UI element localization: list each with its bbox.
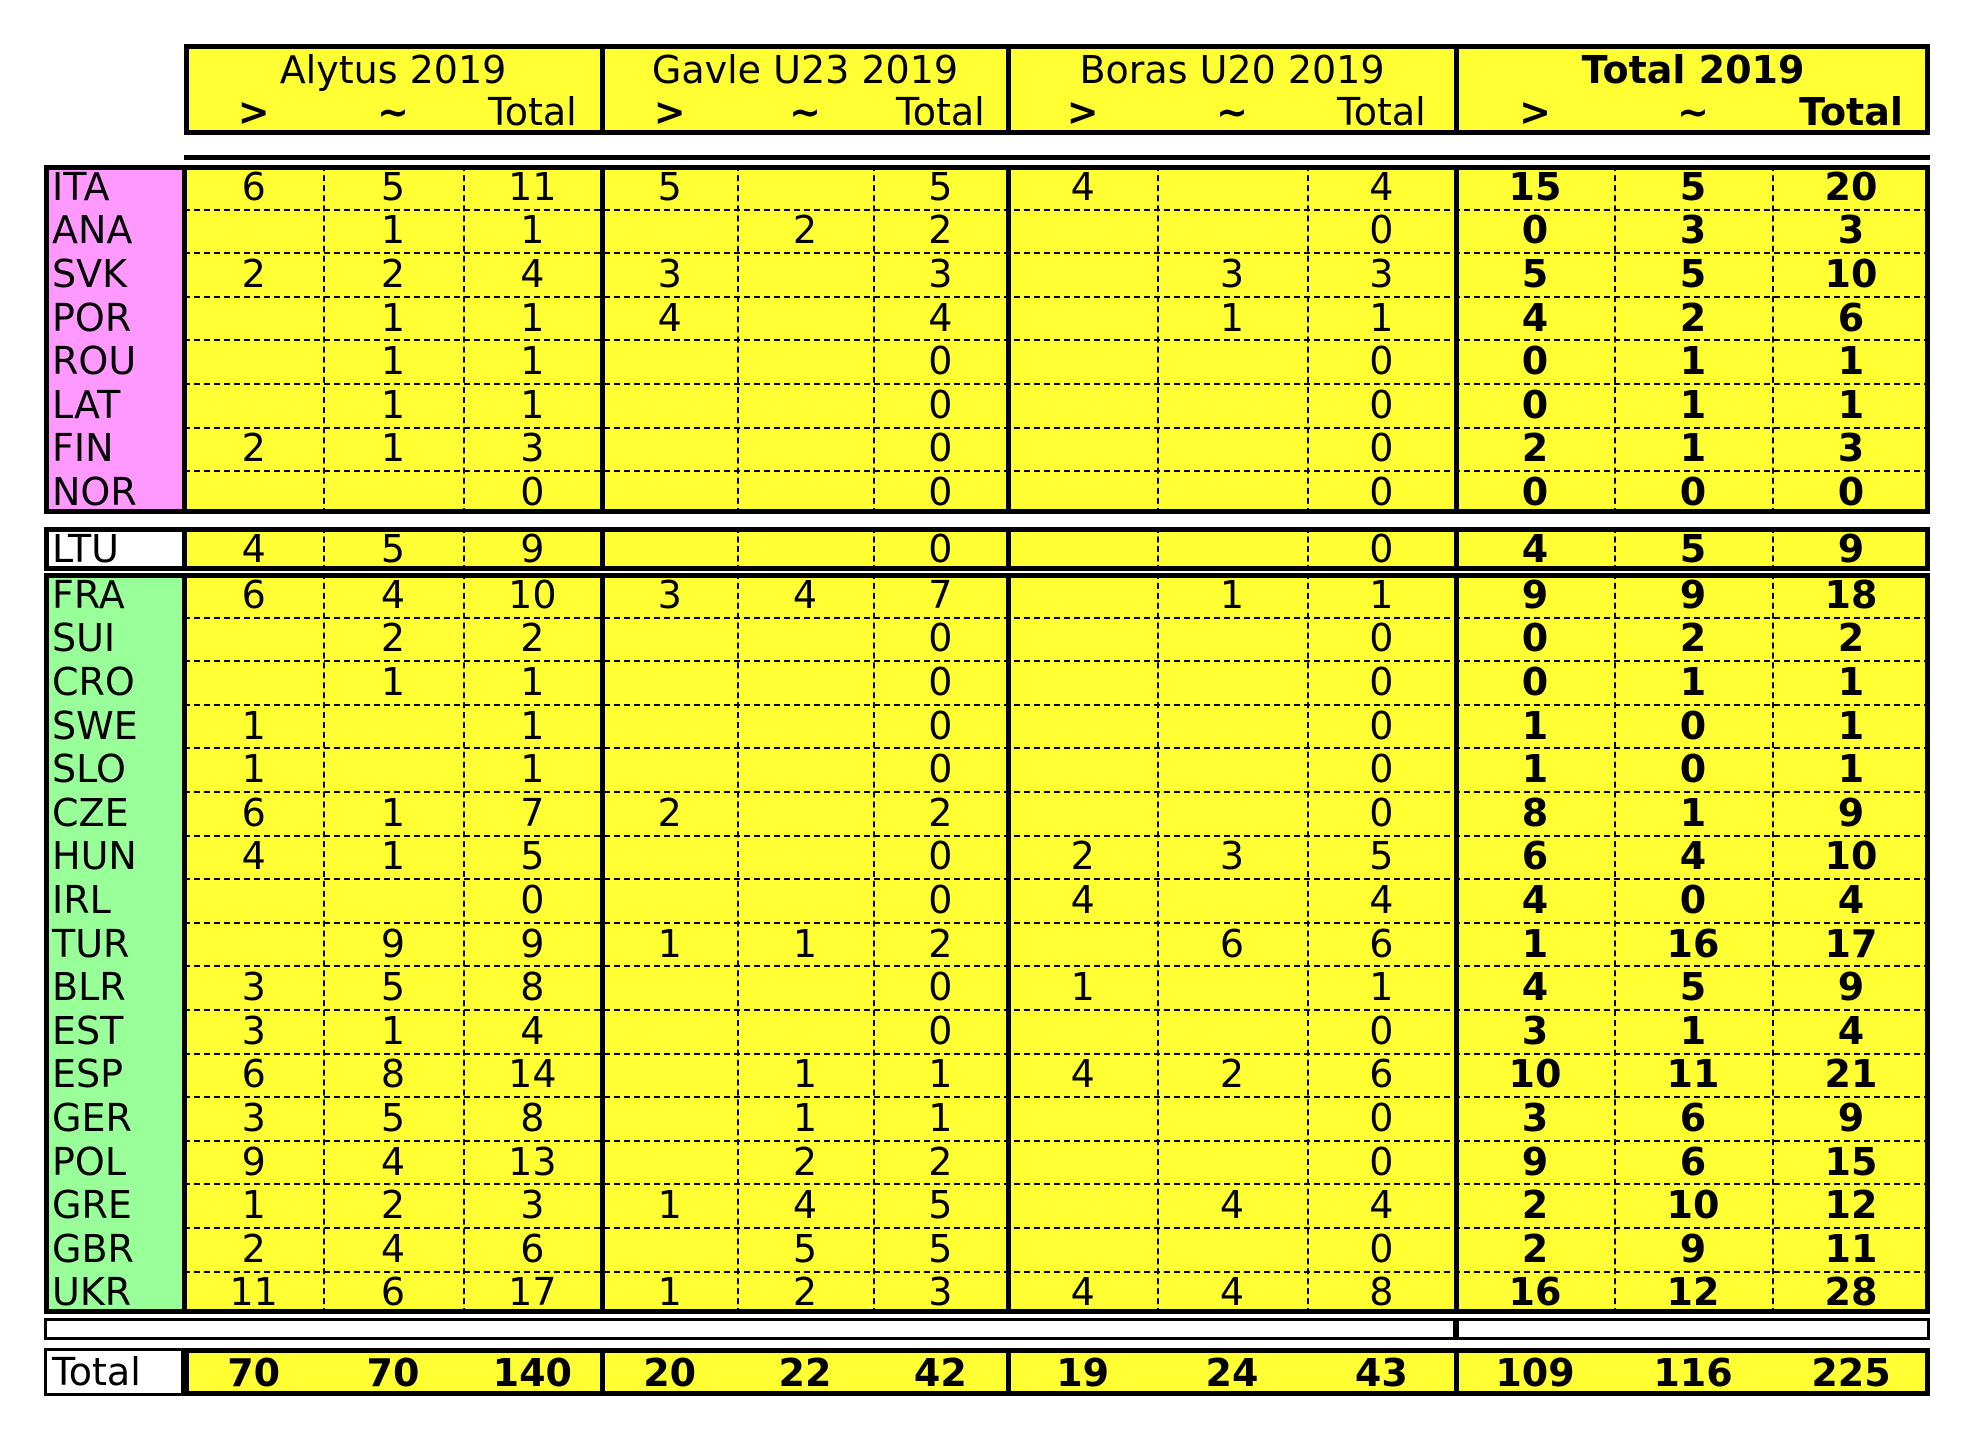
value-cell: 0	[520, 469, 545, 514]
value-cell: 4	[1070, 877, 1095, 922]
value-cell: 1	[1219, 572, 1245, 617]
value-cell: 0	[928, 1008, 953, 1053]
value-cell: 1	[1679, 1008, 1707, 1053]
country-code: FRA	[52, 572, 125, 617]
country-code: POR	[52, 295, 132, 340]
value-cell: 2	[241, 1226, 266, 1271]
value-cell: 4	[928, 295, 953, 340]
value-cell: 1	[657, 1183, 682, 1228]
value-cell: 6	[1521, 834, 1549, 879]
value-cell: 1	[1521, 703, 1549, 748]
country-code: POL	[52, 1139, 126, 1184]
column-header: Total	[895, 90, 985, 134]
value-cell: 3	[241, 965, 266, 1010]
value-cell: 9	[1837, 790, 1865, 835]
value-cell: 1	[1070, 965, 1095, 1010]
country-code: EST	[52, 1008, 124, 1053]
group-title: Total 2019	[1581, 48, 1805, 92]
value-cell: 2	[792, 208, 818, 253]
value-cell: 0	[1369, 1226, 1394, 1271]
value-cell: 0	[1369, 1008, 1394, 1053]
value-cell: 0	[928, 426, 953, 471]
value-cell: 3	[241, 1095, 266, 1140]
value-cell: 1	[1369, 295, 1394, 340]
value-cell: 4	[1219, 1183, 1245, 1228]
value-cell: 1	[520, 382, 545, 427]
value-cell: 9	[520, 921, 545, 966]
value-cell: 1	[380, 339, 406, 384]
value-cell: 3	[241, 1008, 266, 1053]
value-cell: 4	[1837, 1008, 1865, 1053]
value-cell: 1	[380, 1008, 406, 1053]
group-separator	[600, 44, 605, 135]
value-cell: 5	[1521, 251, 1549, 296]
total-value: 22	[778, 1351, 832, 1395]
value-cell: 6	[520, 1226, 545, 1271]
value-cell: 4	[380, 1139, 406, 1184]
value-cell: 6	[1837, 295, 1865, 340]
spacer-band	[44, 1318, 1456, 1340]
value-cell: 0	[928, 659, 953, 704]
group-title: Gavle U23 2019	[651, 48, 959, 92]
value-cell: 14	[508, 1052, 557, 1097]
value-cell: 0	[1369, 208, 1394, 253]
value-cell: 2	[928, 208, 953, 253]
value-cell: 1	[520, 208, 545, 253]
country-code: NOR	[52, 469, 137, 514]
value-cell: 10	[1666, 1183, 1720, 1228]
column-header: ~	[377, 90, 409, 134]
value-cell: 2	[1837, 616, 1865, 661]
value-cell: 1	[1837, 703, 1865, 748]
value-cell: 4	[520, 251, 545, 296]
country-code: LTU	[52, 526, 119, 571]
value-cell: 9	[520, 526, 545, 571]
value-cell: 3	[1219, 251, 1245, 296]
value-cell: 21	[1824, 1052, 1878, 1097]
value-cell: 15	[1824, 1139, 1878, 1184]
group-separator	[1454, 44, 1459, 135]
value-cell: 9	[1837, 526, 1865, 571]
value-cell: 0	[520, 877, 545, 922]
country-code: GRE	[52, 1183, 132, 1228]
section-frame	[44, 573, 1930, 1314]
value-cell: 2	[792, 1139, 818, 1184]
total-value: 225	[1811, 1351, 1891, 1395]
value-cell: 6	[241, 164, 266, 209]
value-cell: 1	[1679, 382, 1707, 427]
value-cell: 5	[928, 164, 953, 209]
value-cell: 9	[1521, 1139, 1549, 1184]
value-cell: 1	[1837, 382, 1865, 427]
value-cell: 5	[380, 965, 406, 1010]
value-cell: 13	[508, 1139, 557, 1184]
value-cell: 3	[520, 1183, 545, 1228]
value-cell: 12	[1824, 1183, 1878, 1228]
value-cell: 3	[657, 572, 682, 617]
value-cell: 5	[1369, 834, 1394, 879]
value-cell: 9	[1837, 1095, 1865, 1140]
group-separator	[600, 1348, 605, 1396]
value-cell: 0	[1369, 426, 1394, 471]
total-value: 109	[1495, 1351, 1575, 1395]
value-cell: 28	[1824, 1270, 1878, 1315]
value-cell: 4	[1521, 295, 1549, 340]
country-code: SWE	[52, 703, 138, 748]
value-cell: 2	[380, 616, 406, 661]
value-cell: 15	[1508, 164, 1562, 209]
value-cell: 1	[1837, 747, 1865, 792]
value-cell: 1	[520, 747, 545, 792]
value-cell: 4	[241, 834, 266, 879]
column-header: >	[653, 90, 686, 134]
value-cell: 16	[1508, 1270, 1562, 1315]
value-cell: 0	[1837, 469, 1865, 514]
value-cell: 10	[1824, 251, 1878, 296]
value-cell: 6	[380, 1270, 406, 1315]
column-header: ~	[789, 90, 821, 134]
value-cell: 0	[1369, 790, 1394, 835]
group-separator	[1006, 1348, 1011, 1396]
value-cell: 1	[792, 1095, 818, 1140]
value-cell: 0	[1369, 382, 1394, 427]
total-value: 70	[227, 1351, 281, 1395]
value-cell: 11	[1666, 1052, 1720, 1097]
value-cell: 11	[229, 1270, 278, 1315]
value-cell: 0	[928, 526, 953, 571]
value-cell: 10	[1508, 1052, 1562, 1097]
country-code: CRO	[52, 659, 135, 704]
country-code: UKR	[52, 1270, 132, 1315]
value-cell: 6	[1219, 921, 1245, 966]
value-cell: 4	[1521, 965, 1549, 1010]
value-cell: 2	[1521, 426, 1549, 471]
value-cell: 1	[928, 1052, 953, 1097]
value-cell: 1	[1521, 921, 1549, 966]
value-cell: 4	[1219, 1270, 1245, 1315]
value-cell: 5	[1679, 251, 1707, 296]
value-cell: 2	[1679, 295, 1707, 340]
value-cell: 1	[380, 382, 406, 427]
value-cell: 8	[1521, 790, 1549, 835]
value-cell: 0	[1679, 747, 1707, 792]
group-separator	[1454, 1348, 1459, 1396]
value-cell: 2	[792, 1270, 818, 1315]
value-cell: 0	[1521, 616, 1549, 661]
value-cell: 1	[241, 747, 266, 792]
value-cell: 0	[1521, 382, 1549, 427]
value-cell: 0	[1679, 703, 1707, 748]
value-cell: 1	[380, 426, 406, 471]
country-code: IRL	[52, 877, 111, 922]
value-cell: 0	[1679, 877, 1707, 922]
value-cell: 0	[928, 834, 953, 879]
total-value: 19	[1056, 1351, 1110, 1395]
country-code: CZE	[52, 790, 129, 835]
value-cell: 2	[1521, 1183, 1549, 1228]
value-cell: 1	[1369, 965, 1394, 1010]
value-cell: 4	[241, 526, 266, 571]
value-cell: 3	[928, 1270, 953, 1315]
country-code: ESP	[52, 1052, 124, 1097]
value-cell: 5	[380, 1095, 406, 1140]
value-cell: 0	[928, 877, 953, 922]
group-separator	[1006, 44, 1011, 135]
value-cell: 0	[928, 339, 953, 384]
value-cell: 1	[1521, 747, 1549, 792]
total-value: 43	[1354, 1351, 1408, 1395]
country-code: LAT	[52, 382, 121, 427]
total-value: 70	[366, 1351, 420, 1395]
name-separator	[182, 527, 187, 571]
value-cell: 1	[520, 659, 545, 704]
total-value: 116	[1653, 1351, 1733, 1395]
value-cell: 2	[657, 790, 682, 835]
value-cell: 0	[928, 965, 953, 1010]
value-cell: 3	[928, 251, 953, 296]
value-cell: 6	[241, 1052, 266, 1097]
value-cell: 2	[1219, 1052, 1245, 1097]
value-cell: 6	[241, 572, 266, 617]
value-cell: 4	[657, 295, 682, 340]
value-cell: 0	[1521, 339, 1549, 384]
value-cell: 2	[520, 616, 545, 661]
value-cell: 10	[1824, 834, 1878, 879]
value-cell: 2	[1070, 834, 1095, 879]
total-value: 20	[643, 1351, 697, 1395]
column-header: >	[237, 90, 270, 134]
value-cell: 1	[241, 703, 266, 748]
value-cell: 0	[1369, 469, 1394, 514]
value-cell: 5	[380, 164, 406, 209]
value-cell: 4	[520, 1008, 545, 1053]
column-header: ~	[1677, 90, 1709, 134]
value-cell: 0	[928, 382, 953, 427]
country-code: SLO	[52, 747, 126, 792]
value-cell: 9	[241, 1139, 266, 1184]
value-cell: 0	[928, 747, 953, 792]
value-cell: 6	[241, 790, 266, 835]
value-cell: 0	[1521, 469, 1549, 514]
value-cell: 0	[928, 469, 953, 514]
value-cell: 1	[380, 790, 406, 835]
value-cell: 1	[380, 295, 406, 340]
country-code: ANA	[52, 208, 133, 253]
value-cell: 3	[1837, 208, 1865, 253]
value-cell: 2	[928, 790, 953, 835]
value-cell: 9	[1521, 572, 1549, 617]
name-separator	[182, 573, 187, 1314]
value-cell: 0	[1369, 1139, 1394, 1184]
value-cell: 2	[241, 426, 266, 471]
value-cell: 5	[792, 1226, 818, 1271]
value-cell: 2	[928, 921, 953, 966]
value-cell: 5	[1679, 164, 1707, 209]
value-cell: 9	[380, 921, 406, 966]
value-cell: 1	[1837, 659, 1865, 704]
value-cell: 1	[520, 339, 545, 384]
column-header: >	[1519, 90, 1551, 134]
value-cell: 6	[1679, 1095, 1707, 1140]
section-frame	[44, 527, 1930, 571]
value-cell: 1	[657, 1270, 682, 1315]
country-code: GBR	[52, 1226, 134, 1271]
value-cell: 4	[792, 572, 818, 617]
value-cell: 20	[1824, 164, 1878, 209]
country-code: BLR	[52, 965, 126, 1010]
country-code: HUN	[52, 834, 137, 879]
value-cell: 16	[1666, 921, 1720, 966]
column-header: ~	[1216, 90, 1248, 134]
value-cell: 5	[520, 834, 545, 879]
value-cell: 5	[928, 1226, 953, 1271]
total-value: 42	[913, 1351, 967, 1395]
country-code: ITA	[52, 164, 110, 209]
value-cell: 1	[380, 659, 406, 704]
value-cell: 9	[1679, 572, 1707, 617]
value-cell: 0	[1369, 747, 1394, 792]
value-cell: 1	[1679, 339, 1707, 384]
value-cell: 1	[1219, 295, 1245, 340]
value-cell: 9	[1837, 965, 1865, 1010]
total-value: 24	[1205, 1351, 1259, 1395]
value-cell: 1	[380, 208, 406, 253]
country-code: SVK	[52, 251, 128, 296]
value-cell: 5	[380, 526, 406, 571]
value-cell: 4	[1837, 877, 1865, 922]
header-rule	[184, 155, 1930, 160]
value-cell: 4	[792, 1183, 818, 1228]
value-cell: 2	[241, 251, 266, 296]
value-cell: 6	[1369, 1052, 1394, 1097]
value-cell: 10	[508, 572, 557, 617]
value-cell: 7	[928, 572, 953, 617]
value-cell: 17	[1824, 921, 1878, 966]
value-cell: 4	[1070, 1270, 1095, 1315]
value-cell: 5	[1679, 526, 1707, 571]
value-cell: 5	[1679, 965, 1707, 1010]
column-header: Total	[1799, 90, 1903, 134]
value-cell: 1	[520, 295, 545, 340]
value-cell: 18	[1824, 572, 1878, 617]
value-cell: 4	[1369, 1183, 1394, 1228]
value-cell: 12	[1666, 1270, 1720, 1315]
value-cell: 2	[1679, 616, 1707, 661]
value-cell: 1	[1837, 339, 1865, 384]
value-cell: 0	[928, 616, 953, 661]
value-cell: 3	[1369, 251, 1394, 296]
value-cell: 1	[792, 921, 818, 966]
value-cell: 3	[1679, 208, 1707, 253]
value-cell: 8	[520, 965, 545, 1010]
value-cell: 4	[1070, 164, 1095, 209]
value-cell: 1	[1369, 572, 1394, 617]
value-cell: 0	[1369, 1095, 1394, 1140]
value-cell: 7	[520, 790, 545, 835]
value-cell: 11	[1824, 1226, 1878, 1271]
value-cell: 6	[1679, 1139, 1707, 1184]
value-cell: 4	[1679, 834, 1707, 879]
value-cell: 1	[657, 921, 682, 966]
value-cell: 1	[1679, 790, 1707, 835]
value-cell: 1	[928, 1095, 953, 1140]
value-cell: 1	[792, 1052, 818, 1097]
value-cell: 4	[1369, 877, 1394, 922]
value-cell: 4	[380, 1226, 406, 1271]
column-header: Total	[1336, 90, 1426, 134]
column-header: Total	[487, 90, 577, 134]
name-separator	[182, 165, 187, 514]
value-cell: 11	[508, 164, 557, 209]
value-cell: 4	[1521, 877, 1549, 922]
value-cell: 4	[1521, 526, 1549, 571]
value-cell: 6	[1369, 921, 1394, 966]
value-cell: 0	[1369, 616, 1394, 661]
value-cell: 0	[1521, 659, 1549, 704]
value-cell: 0	[1521, 208, 1549, 253]
value-cell: 8	[1369, 1270, 1394, 1315]
value-cell: 3	[520, 426, 545, 471]
value-cell: 2	[1521, 1226, 1549, 1271]
value-cell: 3	[1521, 1008, 1549, 1053]
value-cell: 1	[1679, 659, 1707, 704]
value-cell: 0	[1369, 659, 1394, 704]
value-cell: 8	[520, 1095, 545, 1140]
value-cell: 0	[928, 703, 953, 748]
section-frame	[44, 165, 1930, 514]
country-code: GER	[52, 1095, 132, 1140]
value-cell: 0	[1369, 339, 1394, 384]
column-header: >	[1066, 90, 1099, 134]
spacer-band	[1456, 1318, 1930, 1340]
total-value: 140	[492, 1351, 572, 1395]
value-cell: 5	[928, 1183, 953, 1228]
value-cell: 2	[928, 1139, 953, 1184]
value-cell: 3	[657, 251, 682, 296]
value-cell: 2	[380, 1183, 406, 1228]
value-cell: 9	[1679, 1226, 1707, 1271]
value-cell: 1	[380, 834, 406, 879]
value-cell: 1	[1679, 426, 1707, 471]
value-cell: 3	[1521, 1095, 1549, 1140]
value-cell: 0	[1369, 703, 1394, 748]
value-cell: 17	[508, 1270, 557, 1315]
country-code: FIN	[52, 426, 114, 471]
value-cell: 3	[1219, 834, 1245, 879]
country-code: TUR	[52, 921, 130, 966]
group-title: Alytus 2019	[279, 48, 507, 92]
value-cell: 5	[657, 164, 682, 209]
value-cell: 4	[1070, 1052, 1095, 1097]
total-label: Total	[52, 1350, 141, 1394]
value-cell: 1	[241, 1183, 266, 1228]
value-cell: 8	[380, 1052, 406, 1097]
value-cell: 0	[1679, 469, 1707, 514]
value-cell: 4	[1369, 164, 1394, 209]
country-code: ROU	[52, 339, 137, 384]
value-cell: 2	[380, 251, 406, 296]
value-cell: 1	[520, 703, 545, 748]
value-cell: 0	[1369, 526, 1394, 571]
country-code: SUI	[52, 616, 116, 661]
value-cell: 3	[1837, 426, 1865, 471]
value-cell: 4	[380, 572, 406, 617]
group-title: Boras U20 2019	[1079, 48, 1385, 92]
